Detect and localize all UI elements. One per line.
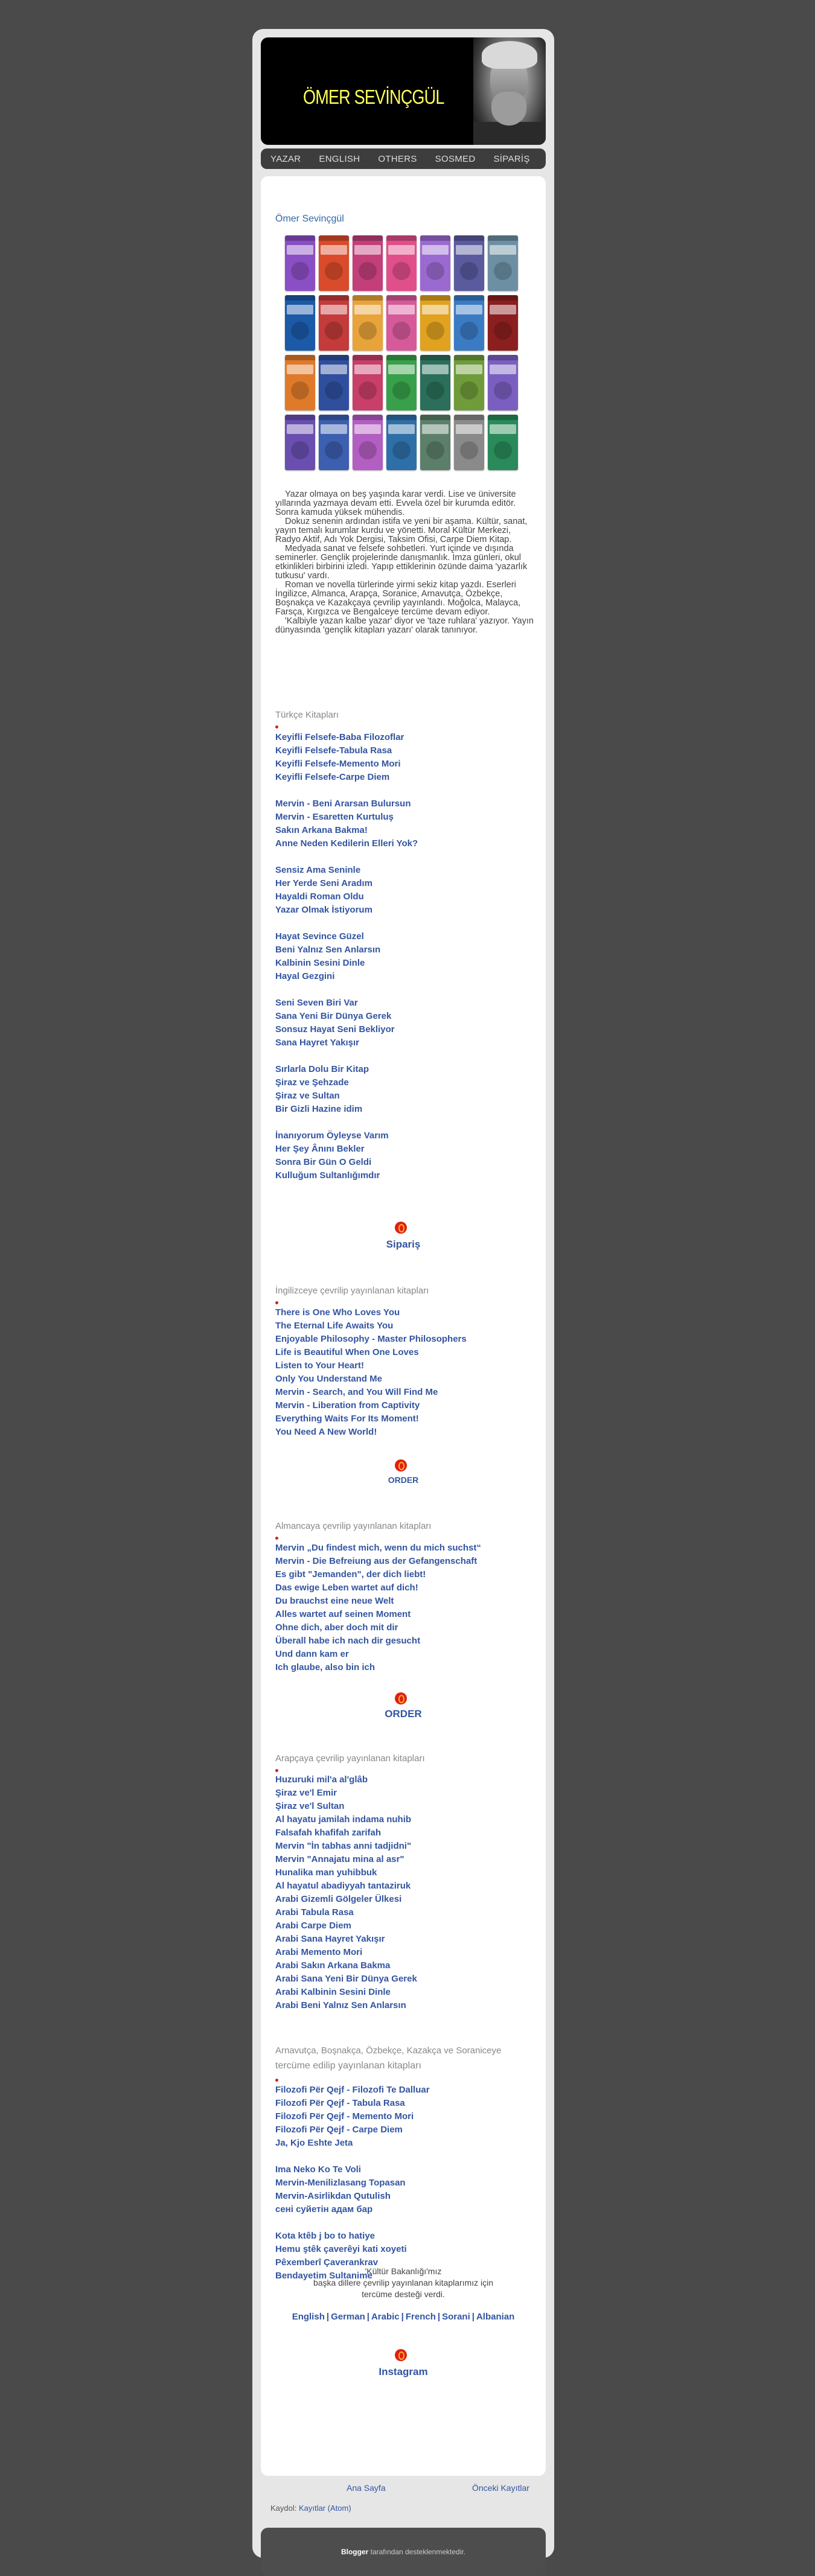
book-link[interactable]: Keyifli Felsefe-Carpe Diem: [275, 772, 390, 782]
book-cover[interactable]: [454, 295, 484, 351]
book-cover[interactable]: [454, 415, 484, 470]
book-link[interactable]: Şiraz ve Sultan: [275, 1091, 340, 1101]
list-spacer: [275, 983, 541, 996]
book-link[interactable]: Mervin - Beni Ararsan Bulursun: [275, 799, 411, 809]
turkish-books-heading: Türkçe Kitapları: [275, 710, 339, 720]
lang-link-sorani[interactable]: Sorani: [442, 2312, 470, 2322]
book-link[interactable]: Das ewige Leben wartet auf dich!: [275, 1583, 418, 1593]
book-link[interactable]: Anne Neden Kedilerin Elleri Yok?: [275, 838, 418, 849]
book-link[interactable]: сені суйетін адам бар: [275, 2204, 373, 2214]
book-cover[interactable]: [420, 235, 450, 291]
book-link[interactable]: Ich glaube, also bin ich: [275, 1662, 376, 1672]
book-link[interactable]: Sana Yeni Bir Dünya Gerek: [275, 1011, 392, 1021]
book-link[interactable]: Hayaldi Roman Oldu: [275, 891, 364, 902]
book-cover[interactable]: [488, 235, 518, 291]
book-link[interactable]: Al hayatu jamilah indama nuhib: [275, 1814, 412, 1825]
other-languages-heading-line1: Arnavutça, Boşnakça, Özbekçe, Kazakça ve Soraniceye: [275, 2045, 502, 2056]
german-books-heading: Almancaya çevrilip yayınlanan kitapları: [275, 1521, 432, 1531]
book-link[interactable]: Mervin - Esaretten Kurtuluş: [275, 812, 394, 822]
book-cover[interactable]: [319, 415, 349, 470]
lang-link-albanian[interactable]: Albanian: [476, 2312, 515, 2322]
bullet-icon: [275, 1769, 278, 1772]
bio-paragraph: 'Kalbiyle yazan kalbe yazar' diyor ve 'taze ruhlara' yazıyor. Yayın dünyasında 'gençlik kitapları yazarı' olarak tanınıyor.: [275, 616, 534, 635]
blogger-link[interactable]: Blogger: [340, 2548, 369, 2556]
author-bio: [275, 490, 535, 635]
book-link[interactable]: Seni Seven Biri Var: [275, 998, 358, 1008]
book-link[interactable]: Şiraz ve'l Sultan: [275, 1801, 345, 1811]
book-link[interactable]: Arabi Memento Mori: [275, 1947, 363, 1957]
book-link[interactable]: Arabi Kalbinin Sesini Dinle: [275, 1987, 391, 1997]
book-link[interactable]: Kulluğum Sultanlığımdır: [275, 1170, 380, 1181]
book-link[interactable]: Mervin - Search, and You Will Find Me: [275, 1387, 438, 1397]
book-link[interactable]: Keyifli Felsefe-Baba Filozoflar: [275, 732, 404, 742]
book-cover[interactable]: [488, 415, 518, 470]
book-link[interactable]: Arabi Sana Hayret Yakışır: [275, 1934, 385, 1944]
book-cover[interactable]: [353, 415, 383, 470]
book-cover[interactable]: [319, 235, 349, 291]
book-link[interactable]: You Need A New World!: [275, 1427, 377, 1437]
book-link[interactable]: Enjoyable Philosophy - Master Philosophers: [275, 1334, 467, 1344]
book-link[interactable]: Hemu ştêk çaverêyi kati xoyeti: [275, 2244, 407, 2254]
book-cover[interactable]: [285, 355, 315, 410]
book-link[interactable]: Only You Understand Me: [275, 1374, 382, 1384]
order-icon[interactable]: [395, 1222, 407, 1234]
book-cover[interactable]: [488, 355, 518, 410]
bullet-icon: [275, 1537, 278, 1540]
lang-link-arabic[interactable]: Arabic: [371, 2312, 400, 2322]
book-link[interactable]: Arabi Beni Yalnız Sen Anlarsın: [275, 2000, 406, 2010]
book-cover[interactable]: [420, 415, 450, 470]
book-link[interactable]: Hunalika man yuhibbuk: [275, 1867, 377, 1878]
older-posts-link[interactable]: Önceki Kayıtlar: [472, 2483, 529, 2493]
book-cover[interactable]: [353, 235, 383, 291]
book-link[interactable]: Huzuruki mil'a al'glâb: [275, 1774, 368, 1785]
instagram-link[interactable]: Instagram: [379, 2366, 428, 2377]
book-link[interactable]: Überall habe ich nach dir gesucht: [275, 1636, 421, 1646]
book-link[interactable]: Du brauchst eine neue Welt: [275, 1596, 394, 1606]
lang-link-german[interactable]: German: [331, 2312, 365, 2322]
english-order-link[interactable]: ORDER: [388, 1475, 419, 1485]
feed-label: Kaydol:: [270, 2504, 297, 2513]
nav-others[interactable]: OTHERS: [378, 153, 417, 164]
book-link[interactable]: Kalbinin Sesini Dinle: [275, 958, 365, 968]
book-link[interactable]: Ima Neko Ko Te Voli: [275, 2164, 361, 2175]
bullet-icon: [275, 2079, 278, 2082]
book-link[interactable]: Hayat Sevince Güzel: [275, 931, 364, 942]
atom-feed-link[interactable]: Kayıtlar (Atom): [299, 2504, 351, 2513]
book-link[interactable]: Sana Hayret Yakışır: [275, 1038, 359, 1048]
book-cover[interactable]: [285, 415, 315, 470]
book-cover[interactable]: [420, 295, 450, 351]
list-spacer: [275, 917, 541, 930]
other-languages-book-list: [275, 2083, 541, 2283]
book-cover[interactable]: [454, 355, 484, 410]
book-cover[interactable]: [420, 355, 450, 410]
list-spacer: [275, 784, 541, 797]
book-cover[interactable]: [319, 355, 349, 410]
book-link[interactable]: Sırlarla Dolu Bir Kitap: [275, 1064, 369, 1074]
powered-by-footer: [261, 2528, 546, 2576]
book-link[interactable]: Mervin - Liberation from Captivity: [275, 1400, 420, 1411]
book-link[interactable]: Mervin - Die Befreiung aus der Gefangenschaft: [275, 1556, 478, 1566]
order-icon[interactable]: [395, 1692, 407, 1704]
nav-english[interactable]: ENGLISH: [319, 153, 360, 164]
book-link[interactable]: Arabi Gizemli Gölgeler Ülkesi: [275, 1894, 402, 1904]
main-content: [261, 176, 546, 2476]
blog-pager: [252, 2483, 554, 2495]
book-link[interactable]: Kota ktêb j bo to hatiye: [275, 2231, 376, 2241]
book-cover[interactable]: [319, 295, 349, 351]
book-link[interactable]: Mervin "Annajatu mina al asr": [275, 1854, 404, 1864]
english-book-list: [275, 1306, 541, 1439]
arabic-book-list: [275, 1773, 541, 2012]
list-spacer: [275, 1116, 541, 1129]
lang-link-french[interactable]: French: [405, 2312, 436, 2322]
book-link[interactable]: Filozofi Për Qejf - Filozofi Te Dalluar: [275, 2085, 430, 2095]
instagram-icon[interactable]: [395, 2349, 407, 2361]
home-link[interactable]: Ana Sayfa: [347, 2483, 386, 2493]
ministry-support-note: [261, 2266, 546, 2300]
lang-link-english[interactable]: English: [292, 2312, 325, 2322]
book-link[interactable]: Şiraz ve Şehzade: [275, 1077, 349, 1088]
book-link[interactable]: Pêxemberî Çaverankrav: [275, 2257, 379, 2268]
book-cover[interactable]: [285, 295, 315, 351]
bullet-icon: [275, 725, 278, 728]
top-navigation: [261, 148, 546, 169]
book-cover-grid: [285, 235, 522, 470]
book-cover[interactable]: [353, 295, 383, 351]
turkish-book-list: [275, 731, 541, 1182]
book-link[interactable]: Arabi Sana Yeni Bir Dünya Gerek: [275, 1974, 417, 1984]
book-cover[interactable]: [386, 355, 417, 410]
book-link[interactable]: Ja, Kjo Eshte Jeta: [275, 2138, 353, 2148]
book-link[interactable]: Keyifli Felsefe-Memento Mori: [275, 759, 401, 769]
book-link[interactable]: Beni Yalnız Sen Anlarsın: [275, 945, 381, 955]
blog-outer-container: [252, 29, 554, 2558]
book-link[interactable]: Mervin "İn tabhas anni tadjidni": [275, 1841, 412, 1851]
book-link[interactable]: Her Şey Ânını Bekler: [275, 1144, 365, 1154]
book-link[interactable]: Yazar Olmak İstiyorum: [275, 905, 372, 915]
bio-paragraph: Medyada sanat ve felsefe sohbetleri. Yurt içinde ve dışında seminerler. Gençlik projelerinde danışmanlık. İmza günleri, okul etkinlikleri birbirini izledi. Yapıp ettiklerinin özünde daima 'yazarlık tutkusu' vardı.: [275, 544, 528, 581]
book-link[interactable]: Al hayatul abadiyyah tantaziruk: [275, 1881, 411, 1891]
book-link[interactable]: Filozofi Për Qejf - Tabula Rasa: [275, 2098, 405, 2108]
order-icon[interactable]: [395, 1459, 407, 1471]
language-links: English | German | Arabic | French | Sorani | Albanian: [292, 2312, 515, 2322]
feed-links: [270, 2504, 351, 2513]
book-cover[interactable]: [454, 235, 484, 291]
bio-paragraph: Dokuz senenin ardından istifa ve yeni bir aşama. Kültür, sanat, yayın temalı kurumlar kurdu ve yönetti. Moral Kültür Merkezi, Radyo Aktif, Adı Yok Dergisi, Taksim Ofisi, Carpe Diem Kitap.: [275, 517, 528, 544]
nav-siparis[interactable]: SİPARİŞ: [493, 153, 530, 164]
post-title[interactable]: Ömer Sevinçgül: [275, 214, 344, 224]
book-link[interactable]: Life is Beautiful When One Loves: [275, 1347, 419, 1357]
book-link[interactable]: Mervin „Du findest mich, wenn du mich suchst“: [275, 1543, 481, 1553]
other-languages-heading-line2: tercüme edilip yayınlanan kitapları: [275, 2061, 421, 2071]
book-link[interactable]: Falsafah khafifah zarifah: [275, 1828, 382, 1838]
book-link[interactable]: Hayal Gezgini: [275, 971, 335, 981]
book-cover[interactable]: [386, 295, 417, 351]
book-link[interactable]: Arabi Tabula Rasa: [275, 1907, 354, 1918]
book-link[interactable]: The Eternal Life Awaits You: [275, 1321, 394, 1331]
book-link[interactable]: Sonsuz Hayat Seni Bekliyor: [275, 1024, 395, 1035]
book-cover[interactable]: [386, 415, 417, 470]
nav-sosmed[interactable]: SOSMED: [435, 153, 476, 164]
book-link[interactable]: Mervin-Asirlikdan Qutulish: [275, 2191, 391, 2201]
book-link[interactable]: Her Yerde Seni Aradım: [275, 878, 372, 888]
book-cover[interactable]: [285, 235, 315, 291]
list-spacer: [275, 850, 541, 864]
german-order-link[interactable]: ORDER: [385, 1708, 422, 1720]
arabic-books-heading: Arapçaya çevrilip yayınlanan kitapları: [275, 1753, 425, 1764]
german-book-list: [275, 1541, 541, 1674]
book-cover[interactable]: [386, 235, 417, 291]
book-link[interactable]: Ohne dich, aber doch mit dir: [275, 1622, 398, 1633]
english-books-heading: İngilizceye çevrilip yayınlanan kitapları: [275, 1286, 429, 1296]
book-link[interactable]: Sakın Arkana Bakma!: [275, 825, 368, 835]
book-link[interactable]: There is One Who Loves You: [275, 1307, 400, 1318]
book-link[interactable]: Es gibt "Jemanden", der dich liebt!: [275, 1569, 426, 1580]
note-line: tercüme desteği verdi.: [362, 2289, 445, 2299]
powered-by-text: tarafından desteklenmektedir.: [370, 2548, 466, 2556]
bio-paragraph: Yazar olmaya on beş yaşında karar verdi. Lise ve üniversite yıllarında yazmaya devam etti. Evvela özel bir kurumda editör. Sonra kamuda yüksek mühendis.: [275, 489, 516, 517]
book-link[interactable]: Bir Gizli Hazine idim: [275, 1104, 363, 1114]
blog-header[interactable]: [261, 37, 546, 145]
book-link[interactable]: Sonra Bir Gün O Geldi: [275, 1157, 372, 1167]
book-link[interactable]: Filozofi Për Qejf - Memento Mori: [275, 2111, 414, 2122]
book-link[interactable]: Filozofi Për Qejf - Carpe Diem: [275, 2125, 403, 2135]
book-link[interactable]: Keyifli Felsefe-Tabula Rasa: [275, 745, 392, 756]
site-title[interactable]: ÖMER SEVİNÇGÜL: [303, 86, 444, 108]
author-portrait: [473, 37, 546, 145]
bullet-icon: [275, 1301, 278, 1304]
note-line: 'Kültür Bakanlığı'mız: [365, 2266, 442, 2276]
book-link[interactable]: Und dann kam er: [275, 1649, 349, 1659]
list-spacer: [275, 2216, 541, 2230]
book-link[interactable]: Bendayetim Sultanime: [275, 2271, 372, 2281]
list-spacer: [275, 2150, 541, 2163]
book-link[interactable]: Arabi Sakın Arkana Bakma: [275, 1960, 391, 1971]
book-link[interactable]: Mervin-Menilizlasang Topasan: [275, 2178, 406, 2188]
list-spacer: [275, 1050, 541, 1063]
book-link[interactable]: Alles wartet auf seinen Moment: [275, 1609, 411, 1619]
book-link[interactable]: Şiraz ve'l Emir: [275, 1788, 337, 1798]
book-link[interactable]: Everything Waits For Its Moment!: [275, 1414, 419, 1424]
bio-paragraph: Roman ve novella türlerinde yirmi sekiz kitap yazdı. Eserleri İngilizce, Almanca, Arapça, Soranice, Arnavutça, Özbekçe, Boşnakça ve Kazakçaya çevrilip yayınlandı. Moğolca, Malayca, Farsça, Kırgızca ve Bengalceye tercüme devam ediyor.: [275, 580, 521, 617]
book-link[interactable]: Listen to Your Heart!: [275, 1360, 364, 1371]
note-line: başka dillere çevrilip yayınlanan kitaplarımız için: [313, 2278, 494, 2287]
book-link[interactable]: Arabi Carpe Diem: [275, 1921, 351, 1931]
book-cover[interactable]: [353, 355, 383, 410]
book-link[interactable]: İnanıyorum Öyleyse Varım: [275, 1130, 389, 1141]
book-cover[interactable]: [488, 295, 518, 351]
nav-yazar[interactable]: YAZAR: [270, 153, 301, 164]
turkish-order-link[interactable]: Sipariş: [386, 1239, 421, 1250]
book-link[interactable]: Sensiz Ama Seninle: [275, 865, 361, 875]
